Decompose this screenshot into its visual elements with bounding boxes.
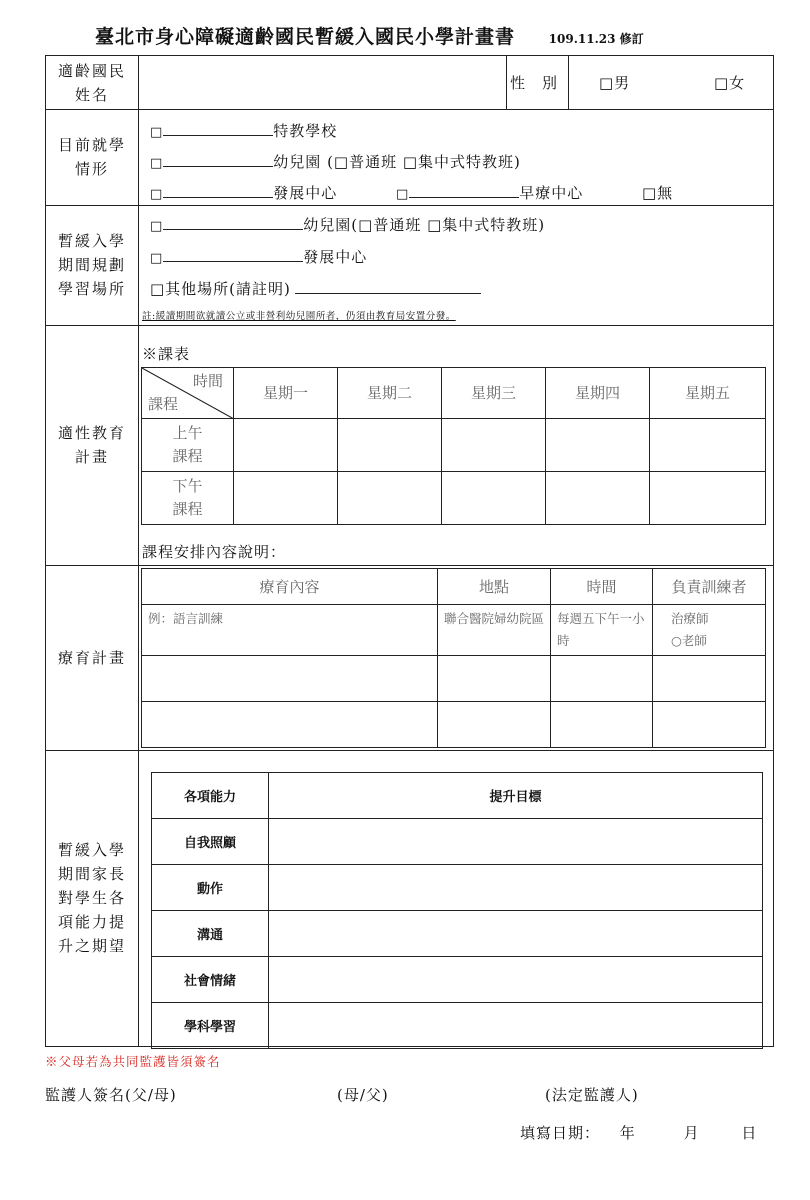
therapy-example-place[interactable]: 聯合醫院婦幼院區 [438,605,551,656]
label-current-schooling: 目前就學 情形 [57,136,126,178]
revision-date: 109.11.23 修訂 [548,32,644,46]
ability-motor: 動作 [152,865,269,911]
fill-date-label: 填寫日期： [520,1124,601,1142]
therapy-cell[interactable] [142,656,438,702]
therapy-example-content[interactable]: 例：語言訓練 [142,605,438,656]
therapy-header-trainer: 負責訓練者 [653,569,766,605]
schedule-cell[interactable] [442,472,546,525]
therapy-example-trainer[interactable]: 治療師 ○老師 [653,605,766,656]
goal-header: 提升目標 [269,773,763,819]
therapy-cell[interactable] [653,656,766,702]
section-divider [46,325,773,326]
section-divider [46,109,773,110]
guardian-signature-label[interactable]: 監護人簽名(父/母) [45,1086,177,1104]
goal-cell[interactable] [269,957,763,1003]
label-student-name: 適齡國民 姓名 [57,61,126,104]
gender-divider-right [568,56,569,109]
goal-cell[interactable] [269,819,763,865]
goal-cell[interactable] [269,1003,763,1049]
schedule-cell[interactable] [546,419,650,472]
ability-self-care: 自我照顧 [152,819,269,865]
second-guardian-label[interactable]: (母/父) [337,1086,389,1104]
schedule-table [141,367,766,525]
form-frame [45,55,774,1047]
form-title-text: 臺北市身心障礙適齡國民暫緩入國民小學計畫書 [95,26,516,48]
schedule-cell[interactable] [442,419,546,472]
gender-label: 性 別 [510,74,559,92]
weekday-header: 星期三 [442,368,546,419]
therapy-cell[interactable] [438,702,551,748]
corner-course-label: 課程 [148,395,179,413]
fill-date[interactable] [520,1122,757,1143]
morning-course-label: 上午 課程 [142,419,234,472]
label-planned-place: 暫緩入學 期間規劃 學習場所 [57,232,126,298]
day-label: 日 [741,1124,758,1142]
year-label: 年 [619,1124,636,1142]
therapy-cell[interactable] [438,656,551,702]
weekday-header: 星期五 [650,368,766,419]
therapy-cell[interactable] [653,702,766,748]
schedule-title: ※課表 [142,345,191,363]
plan-option-kindergarten[interactable]: □ 幼兒園(□普通班 □集中式特教班) [150,216,546,234]
plan-note: 註:緩讀期間欲就讀公立或非營利幼兒園所者，仍須由教育局安置分發。 [142,311,456,322]
afternoon-course-label: 下午 課程 [142,472,234,525]
section-divider [46,205,773,206]
schedule-cell[interactable] [650,419,766,472]
option-kindergarten[interactable]: □ 幼兒園 (□普通班 □集中式特教班) [150,153,521,171]
ability-academic: 學科學習 [152,1003,269,1049]
option-early-intervention[interactable]: □ 早療中心 [396,184,584,202]
schedule-cell[interactable] [546,472,650,525]
ability-table [151,772,763,1049]
schedule-cell[interactable] [338,472,442,525]
plan-option-other[interactable]: □其他場所(請註明) [150,278,481,299]
weekday-header: 星期一 [234,368,338,419]
label-parent-expectations: 暫緩入學 期間家長 對學生各 項能力提 升之期望 [57,841,126,955]
female-checkbox[interactable]: □女 [714,74,746,92]
ability-communication: 溝通 [152,911,269,957]
therapy-table [141,568,766,748]
therapy-example-time[interactable]: 每週五下午一小時 [551,605,653,656]
goal-cell[interactable] [269,911,763,957]
month-label: 月 [683,1124,700,1142]
male-checkbox[interactable]: □男 [599,74,631,92]
option-none[interactable]: □無 [642,184,674,202]
therapy-header-place: 地點 [438,569,551,605]
schedule-corner-cell [142,368,234,419]
schedule-cell[interactable] [234,419,338,472]
label-therapy-plan: 療育計畫 [57,648,126,667]
legal-guardian-label[interactable]: (法定監護人) [545,1086,639,1104]
guardian-notice: ※父母若為共同監護皆須簽名 [45,1054,221,1069]
section-divider [46,750,773,751]
goal-cell[interactable] [269,865,763,911]
therapy-header-time: 時間 [551,569,653,605]
plan-option-development-center[interactable]: □ 發展中心 [150,248,368,266]
therapy-cell[interactable] [551,702,653,748]
course-arrangement-label: 課程安排內容說明： [142,543,287,561]
option-development-center[interactable]: □ 發展中心 [150,184,338,202]
schedule-cell[interactable] [650,472,766,525]
schedule-cell[interactable] [338,419,442,472]
form-title [95,22,735,49]
therapy-cell[interactable] [551,656,653,702]
corner-time-label: 時間 [192,372,223,390]
section-divider [46,565,773,566]
therapy-cell[interactable] [142,702,438,748]
ability-header: 各項能力 [152,773,269,819]
option-special-school[interactable]: □ 特教學校 [150,122,338,140]
therapy-header-content: 療育內容 [142,569,438,605]
gender-divider-left [506,56,507,109]
schedule-cell[interactable] [234,472,338,525]
weekday-header: 星期二 [338,368,442,419]
weekday-header: 星期四 [546,368,650,419]
ability-social-emotion: 社會情緒 [152,957,269,1003]
label-education-plan: 適性教育 計畫 [57,424,126,466]
